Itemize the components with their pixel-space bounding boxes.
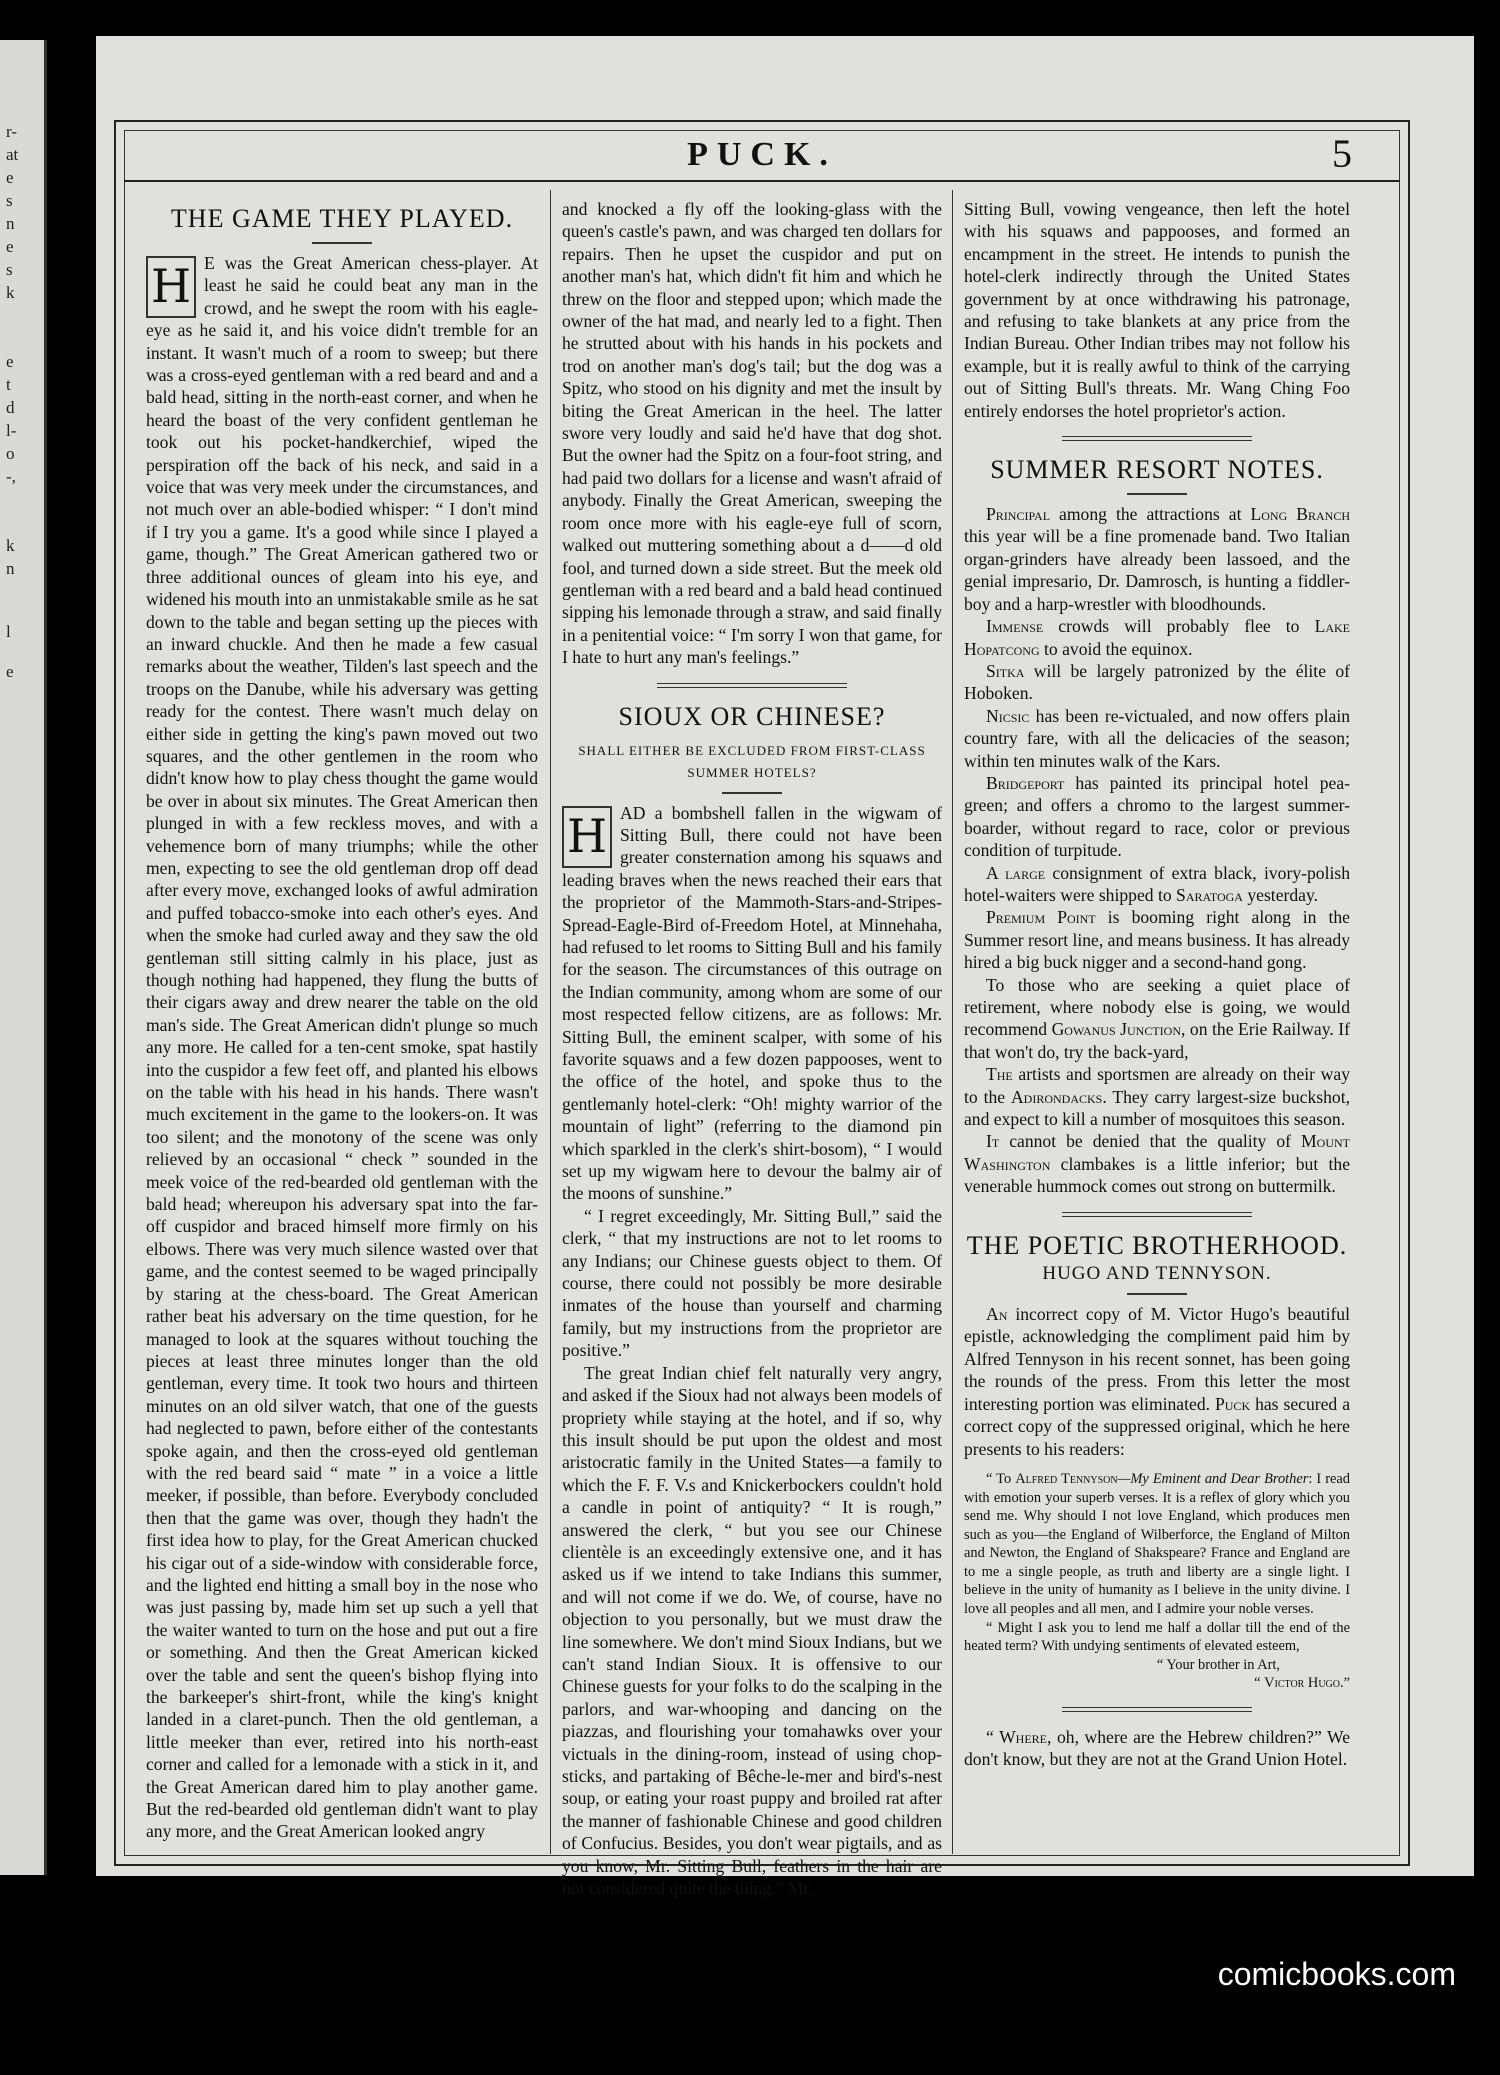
page-number: 5 [1332, 131, 1352, 176]
column-1 [146, 198, 538, 1842]
note-item [964, 862, 1350, 907]
note-item [964, 1130, 1350, 1197]
article-paragraph [964, 1303, 1350, 1460]
article-title: THE GAME THEY PLAYED. [170, 204, 514, 233]
article-subtitle: HUGO AND TENNYSON. [1042, 1262, 1272, 1284]
closing-item [964, 1726, 1350, 1771]
note-lead: Nicsic [986, 705, 1030, 726]
prev-page-fragment: e [6, 168, 14, 187]
note-item [964, 503, 1350, 615]
note-lead: An [986, 1304, 1008, 1325]
note-text: has been re-victualed, and now offers plain country fare, with all the delicacies of the season; within ten minutes walk of the Kars. [964, 705, 1350, 771]
place-name: Long Branch [1250, 504, 1350, 525]
note-item [964, 772, 1350, 862]
article-continuation: and knocked a fly off the looking-glass with the queen's castle's pawn, and was charged ten dollars for repairs. Then he upset the cuspidor and put on another man's hat, which didn't fit him and which he threw on the floor and stepped upon; which made the owner of the hat mad, and nearly led to a fight. Then he strutted about with his hands in his pockets and trod on another man's dog's tail; but the dog was a Spitz, who stood on his dignity and met the insult by biting the Great American in the heel. The latter swore very loudly and said he'd have that dog shot. But the owner had the Spitz on a four-foot string, and had paid two dollars for a license and wasn't afraid of anybody. Finally the Great American, sweeping the room once more with his eagle-eye full of scorn, walked out muttering something about a d——d old fool, and turned down a side street. But the meek old gentleman with a red beard and a bald head continued sipping his lemonade through a straw, and said finally in a penitential voice: “ I'm sorry I won that game, for I hate to hurt any man's feelings.” [562, 199, 942, 668]
prev-page-fragment: r- [6, 122, 17, 141]
section-rule [657, 683, 847, 688]
prev-page-fragment: s [6, 191, 13, 210]
article-paragraph: The great Indian chief felt naturally very angry, and asked if the Sioux had not always been models of propriety while staying at the hotel, and if so, why this insult should be put upon the oldest and most aristocratic family in the United States—a family to which the F. F. V.s and Knickerbockers couldn't hold a candle in point of antiquity? “ It is rough,” answered the clerk, “ but you see our Chinese clientèle is an exceedingly extensive one, and it has asked us if we intend to take Indians this summer, and will not come if we do. We, of course, have no objection to you personally, but we must draw the line somewhere. We don't mind Sioux Indians, but we can't stand Indian Sioux. It is offensive to our Chinese guests for your folks to do the scalping in the parlors, and war-whooping and dancing on the piazzas, and flourishing your tomahawks over your victuals in the dining-room, instead of using chop-sticks, and partaking of Bêche-le-mer and bird's-nest soup, or eating your roast puppy and broiled rat after the manner of fashionable Chinese and good children of Confucius. Besides, you don't wear pigtails, and as you know, Mr. Sitting Bull, feathers in the hair are not considered quite the thing.” Mr. [562, 1362, 942, 1899]
note-text: clambakes is a little inferior; but the venerable hummock comes out strong on buttermilk. [964, 1153, 1350, 1197]
addressee: Alfred Tennyson [1015, 1470, 1118, 1487]
title-rule [1127, 1293, 1187, 1295]
drop-cap: H [146, 256, 196, 318]
prev-page-fragment: n [6, 559, 15, 578]
salutation: —My Eminent and Dear Brother [1117, 1470, 1309, 1487]
note-item [964, 705, 1350, 772]
place-name: Gowanus Junction [1051, 1019, 1181, 1040]
note-text: , oh, where are the Hebrew children?” We don't know, but they are not at the Grand Union Hotel. [964, 1727, 1351, 1770]
note-lead: The [986, 1064, 1013, 1085]
kicker-line-2: SUMMER HOTELS? [687, 764, 817, 780]
prev-page-fragment: l [6, 622, 11, 641]
note-item [964, 660, 1350, 705]
publication-title: PUCK. [687, 136, 837, 173]
note-text: , on the Erie Railway. If that won't do, try the back-yard, [964, 1019, 1350, 1062]
section-rule [1062, 436, 1252, 441]
letter-text: “ Might I ask you to lend me half a dollar till the end of the heated term? With undying sentiments of elevated esteem, [964, 1619, 1350, 1655]
note-lead: “ Where [986, 1727, 1048, 1748]
note-text: . They carry largest-size buckshot, and expect to kill a number of mosquitoes this season. [964, 1086, 1350, 1130]
place-name: Saratoga [1176, 884, 1243, 905]
article-text: has secured a correct copy of the suppressed original, which he here presents to his readers: [964, 1393, 1351, 1459]
signature-text: .” [1340, 1675, 1350, 1692]
article-paragraph: AD a bombshell fallen in the wigwam of Sitting Bull, there could not have been greater consternation among his squaws and leading braves when the news reached their ears that the proprietor of the Mammoth-Stars-and-Stripes-Spread-Eagle-Bird of-Freedom Hotel, at Minnehaha, had refused to let rooms to Sitting Bull and his family for the season. The circumstances of this outrage on the Indian community, among whom are some of our most respected fellow citizens, are as follows: Mr. Sitting Bull, the eminent scalper, with some of his favorite squaws and a few dozen pappooses, went to the office of the hotel, and spoke thus to the gentlemanly hotel-clerk: “Oh! mighty warrior of the mountain of light” (referring to the diamond pin which sparkled in the clerk's shirt-bosom), “ I would set up my wigwam here to devour the balmy air of the moons of sunshine.” [562, 802, 942, 1204]
article-continuation: Sitting Bull, vowing vengeance, then left the hotel with his squaws and pappooses, and formed an encampment in the street. He intends to punish the hotel-clerk indirectly through the United States government by at once withdrawing his patronage, and refusing to take blankets at any price from the Indian Bureau. Other Indian tribes may not follow his example, but it is really awful to think of the carrying out of Sitting Bull's threats. Mr. Wang Ching Foo entirely endorses the hotel proprietor's action. [964, 199, 1350, 421]
signature-text: “ [1254, 1675, 1265, 1692]
section-rule [1062, 1707, 1252, 1712]
note-text: artists and sportsmen are already on their way to the [964, 1064, 1350, 1107]
note-text: has painted its principal hotel pea-green; and offers a chromo to the largest summer-boarder, without regard to race, color or previous condition of turpitude. [964, 772, 1350, 861]
prev-page-fragment: k [6, 536, 15, 555]
prev-page-fragment: l- [6, 421, 17, 440]
article-body: E was the Great American chess-player. At least he said he could beat any man in the crowd, and he swept the room with his eagle-eye as he said it, and his voice didn't tremble for an instant. It wasn't much of a room to sweep; but there was a cross-eyed gentleman with a red beard and and a bald head, sitting in the north-east corner, and when he heard the boast of the very confident gentleman he took out his pocket-handkerchief, wiped the perspiration off the back of his neck, and said in a voice that was very meek under the circumstances, and not much over an able-bodied whisper: “ I don't mind if I try you a game. It's a good while since I played a game, though.” The Great American gathered two or three additional ounces of gleam into his eye, and widened his mouth into an unmistakable smile as he sat down to the table and began setting up the pieces with an inward chuckle. And then he made a few casual remarks about the weather, Tilden's last speech and the troops on the Danube, while his adversary was getting ready for the contest. There wasn't much delay on either side in getting the king's pawn moved out two squares, and the other gentlemen in the room who didn't know how to play chess thought the game would be over in about six minutes. The Great American then plunged in with a few reckless moves, and with a vehemence born of many triumphs; while the other men, expecting to see the old gentleman drop off dead after every move, exchanged looks of awful admiration and puffed tobacco-smoke into each other's eyes. And when the smoke had curled away and they saw the old gentleman still sitting calmly in his place, just as though nothing had happened, they flung the butts of their cigars away and drew nearer the table on the old man's side. The Great American didn't plunge so much any more. He called for a ten-cent smoke, spat hastily into the cuspidor a few feet off, and planted his elbows on the table with his head in his hands. There wasn't much excitement in the game to the lookers-on. It was too silent; and the monotony of the scene was only relieved by an occasional “ check ” sounded in the meek voice of the red-bearded old gentleman with the bald head; whereupon his adversary spat into the far-off cuspidor and braced himself more firmly on his elbows. There was very much silence wasted over that game, and the contest seemed to be waged principally by staring at the chess-board. The Great American rather beat his adversary on the time question, for he managed to look at the squares without touching the pieces at least three minutes longer than the old gentleman, every time. It took two hours and thirteen minutes on an old silver watch, that one of the guests had neglected to pawn, before either of the contestants spoke again, and then the cross-eyed old gentleman with the red beard said “ mate ” in a voice a little meeker, if possible, than before. Everybody concluded then that the game was over, though they hadn't the first idea how to play, for the Great American chucked his cigar out of a side-window with considerable force, and the lighted end hitting a small boy in the nose who was just passing by, made him set up such a yell that the waiter wanted to turn on the hose and put out a fire or something. And then the Great American kicked over the table and sent the queen's bishop flying into the barkeeper's shirt-front, while the king's knight landed in a claret-punch. Then the old gentleman, a little meeker than ever, retired into his north-east corner and called for a lemonade with a stick in it, and the Great American dared him to play another game. But the red-bearded old gentleman didn't want to play any more, and the Great American looked angry [146, 253, 538, 1842]
publication-name: Puck [1214, 1393, 1251, 1414]
note-item [964, 906, 1350, 973]
column-rule-2 [952, 190, 953, 1854]
note-lead: Bridgeport [986, 772, 1065, 793]
kicker-line-1: SHALL EITHER BE EXCLUDED FROM FIRST-CLASS [578, 742, 926, 758]
prev-page-fragment: s [6, 260, 13, 279]
prev-page-fragment: k [6, 283, 15, 302]
note-lead: A large [986, 862, 1046, 883]
note-lead: Principal [986, 504, 1051, 525]
quoted-letter [964, 1470, 1350, 1693]
prev-page-fragment: d [6, 398, 15, 417]
note-text: To those who are seeking a quiet place of retirement, where nobody else is going, we would recommend [964, 974, 1350, 1040]
note-text: to avoid the equinox. [1039, 638, 1193, 659]
prev-page-fragment: -, [6, 467, 16, 486]
note-text: cannot be denied that the quality of [999, 1131, 1302, 1152]
note-text: this year will be a fine promenade band. Two Italian organ-grinders have already been lassoed, and the genial impresario, Dr. Damrosch, is hunting a fiddler-boy and a harp-wrestler with bloodhounds. [964, 526, 1350, 614]
article-paragraph: “ I regret exceedingly, Mr. Sitting Bull,” said the clerk, “ that my instructions are not to let rooms to any Indians; our Chinese guests object to them. Of course, there could not possibly be more desirable inmates of the house than yourself and charming family, but my instructions from the proprietor are positive.” [562, 1205, 942, 1361]
prev-page-fragment: at [6, 145, 19, 164]
article-kicker [562, 740, 942, 784]
signature-name: Victor Hugo [1264, 1675, 1340, 1692]
prev-page-fragment: n [6, 214, 15, 233]
prev-page-fragment: t [6, 375, 11, 394]
article-title: THE POETIC BROTHERHOOD. [966, 1230, 1348, 1260]
note-text: will be largely patronized by the élite of Hoboken. [964, 660, 1350, 704]
watermark: comicbooks.com [1217, 1956, 1456, 1992]
place-name: Mount Washington [964, 1131, 1350, 1174]
masthead [124, 132, 1400, 182]
title-rule [722, 792, 782, 794]
note-lead: Premium Point [986, 907, 1096, 928]
prev-page-fragment: e [6, 237, 14, 256]
column-rule-1 [550, 190, 551, 1854]
prev-page-fragment: e [6, 662, 14, 681]
note-lead: Sitka [986, 660, 1025, 681]
note-text: crowds will probably flee to [1043, 616, 1315, 637]
place-name: Adirondacks [1010, 1086, 1103, 1107]
article-title: SIOUX OR CHINESE? [618, 701, 886, 731]
letter-text: “ To [986, 1470, 1016, 1487]
title-rule [312, 242, 372, 244]
note-text: yesterday. [1242, 884, 1319, 905]
title-rule [1127, 493, 1187, 495]
note-item [964, 974, 1350, 1064]
column-2 [562, 198, 942, 1899]
letter-text: : I read with emotion your superb verses. It is a reflex of glory which you send me. Why should I not love England, which produces men such as you—the England of Wilberforce, the England of Milton and Newton, the England of Shakspeare? France and England are to me a single people, as truth and liberty are a single light. I believe in the unity of humanity as I believe in the unity divine. I love all peoples and all men, and I admire your noble verses. [964, 1470, 1350, 1618]
section-rule [1062, 1212, 1252, 1217]
column-3 [964, 198, 1350, 1838]
drop-cap: H [562, 806, 612, 868]
note-text: consignment of extra black, ivory-polish hotel-waiters were shipped to [964, 862, 1350, 905]
letter-closing: “ Your brother in Art, [1156, 1656, 1280, 1673]
place-name: Lake Hopatcong [964, 616, 1350, 659]
prev-page-fragment: e [6, 352, 14, 371]
note-lead: It [986, 1131, 1000, 1152]
note-item [964, 1063, 1350, 1130]
note-item [964, 615, 1350, 660]
note-text: is booming right along in the Summer resort line, and means business. It has already hired a big buck nigger and a second-hand gong. [964, 907, 1350, 973]
prev-page-fragment: o [6, 444, 15, 463]
note-text: among the attractions at [1050, 504, 1251, 525]
note-lead: Immense [986, 616, 1044, 637]
article-text: incorrect copy of M. Victor Hugo's beautiful epistle, acknowledging the compliment paid him by Alfred Tennyson in his recent sonnet, has been going the rounds of the press. From this letter the most interesting portion was eliminated. [964, 1304, 1350, 1414]
article-title: SUMMER RESORT NOTES. [990, 455, 1324, 485]
